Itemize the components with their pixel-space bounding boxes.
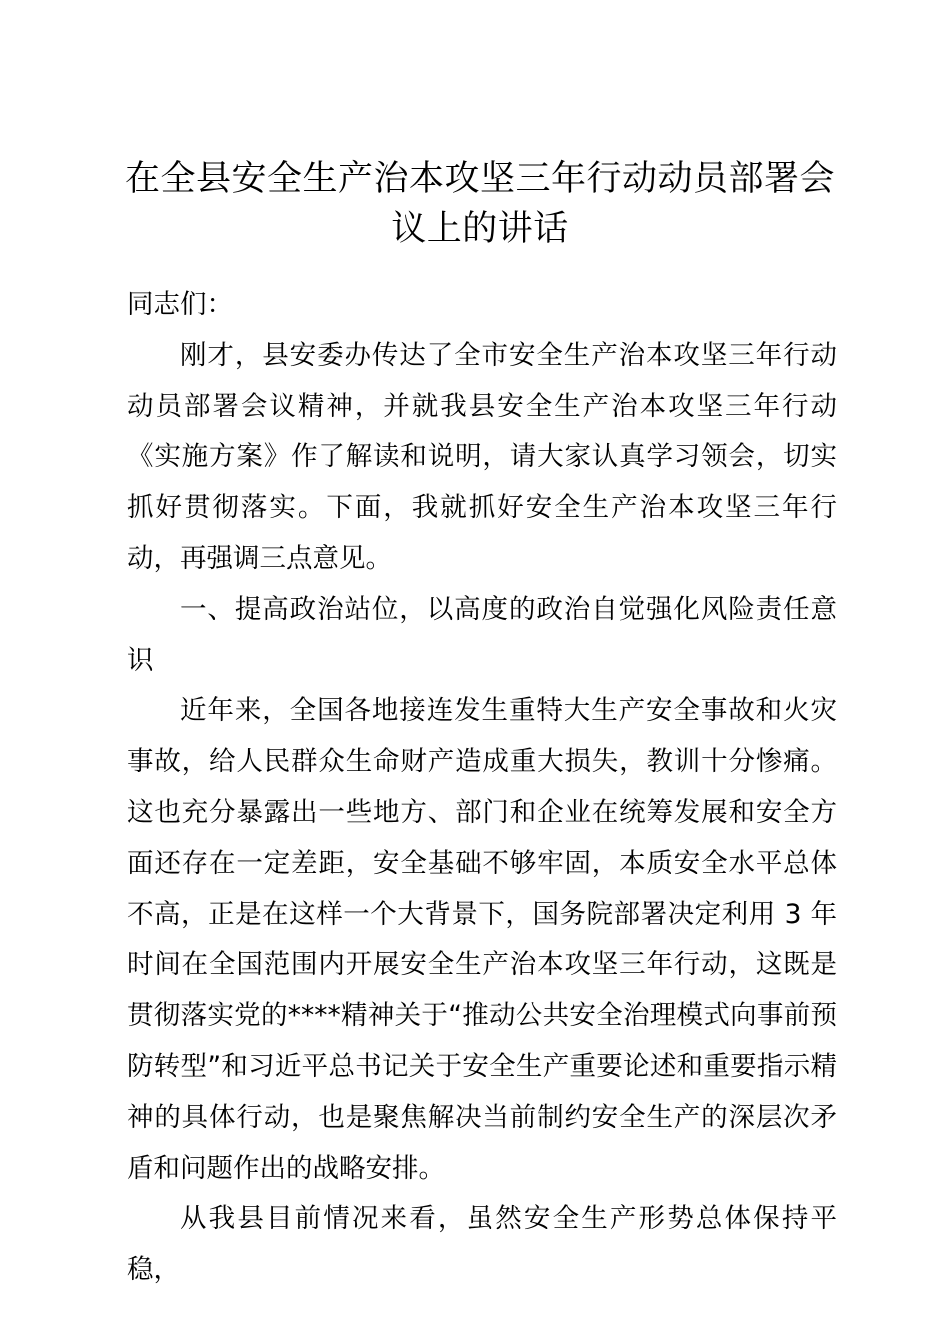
salutation: 同志们： bbox=[127, 289, 233, 320]
paragraph-intro: 刚才，县安委办传达了全市安全生产治本攻坚三年行动动员部署会议精神，并就我县安全生产治本攻坚三年行动《实施方案》作了解读和说明，请大家认真学习领会，切实抓好贯彻落实。下面，我就抓好安全生产治本攻坚三年行动，再强调三点意见。 bbox=[127, 339, 837, 574]
document-body bbox=[127, 280, 837, 1296]
document-title: 在全县安全生产治本攻坚三年行动动员部署会议上的讲话 bbox=[124, 159, 835, 249]
paragraph-county-situation: 从我县目前情况来看，虽然安全生产形势总体保持平稳， bbox=[127, 1203, 837, 1286]
paragraph-background: 近年来，全国各地接连发生重特大生产安全事故和火灾事故，给人民群众生命财产造成重大损失，教训十分惨痛。这也充分暴露出一些地方、部门和企业在统筹发展和安全方面还存在一定差距，安全基础不够牢固，本质安全水平总体不高，正是在这样一个大背景下，国务院部署决定利用 3 年时间在全国范围内开展安全生产治本攻坚三年行动，这既是贯彻落实党的****精神关于“推动公共安全治理模式向事前预防转型”和习近平总书记关于安全生产重要论述和重要指示精神的具体行动，也是聚焦解决当前制约安全生产的深层次矛盾和问题作出的战略安排。 bbox=[127, 695, 837, 1184]
section-heading-1: 一、提高政治站位，以高度的政治自觉强化风险责任意识 bbox=[127, 593, 837, 676]
